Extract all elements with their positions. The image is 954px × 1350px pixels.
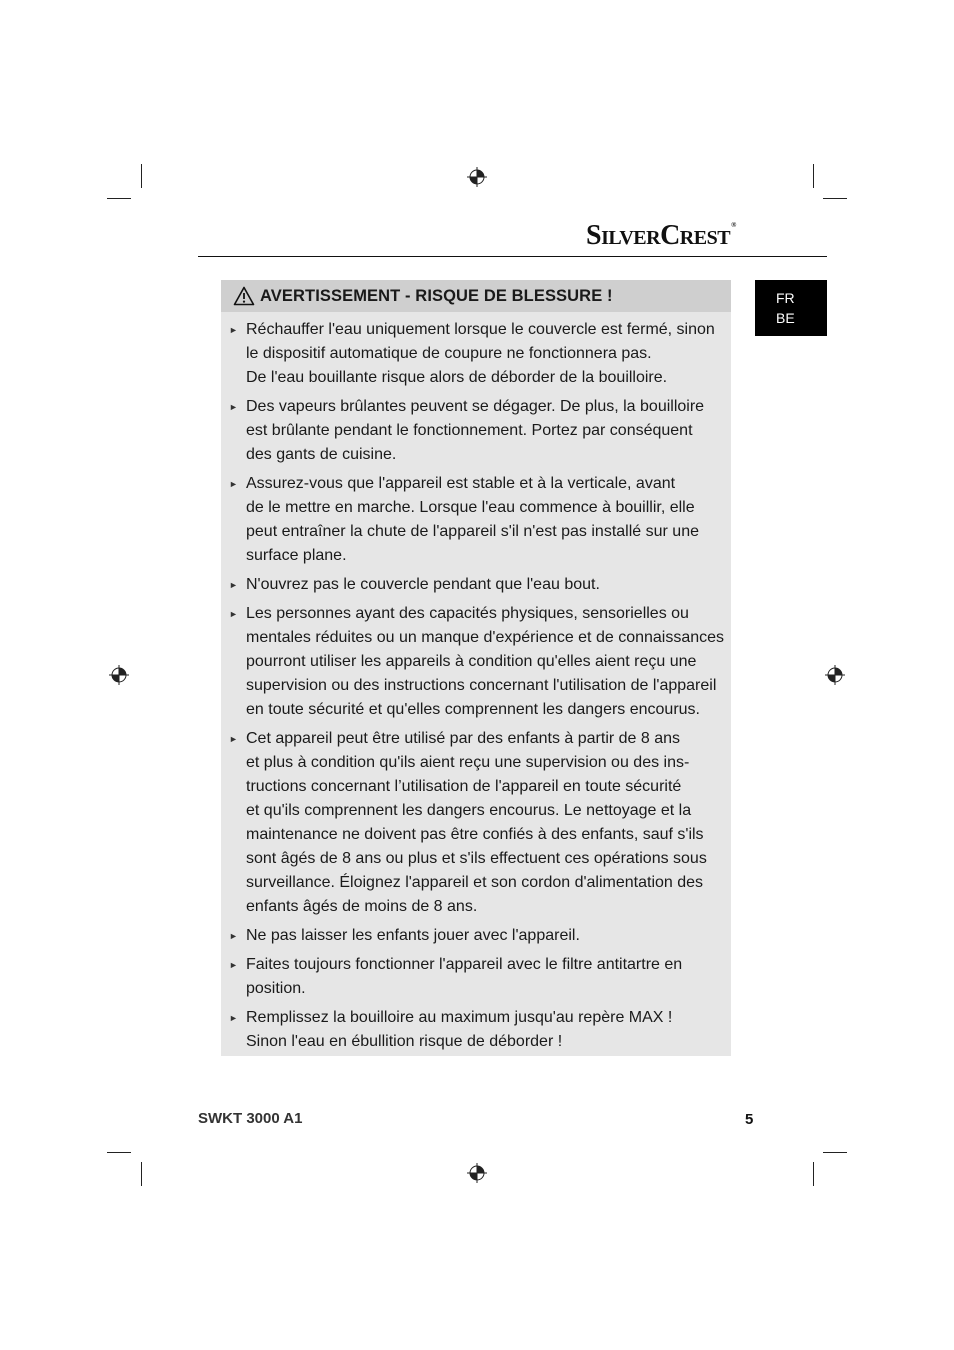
header-rule: [198, 256, 827, 257]
brand-logo: [586, 222, 736, 250]
crop-mark: [107, 1152, 131, 1153]
list-item-text: De l'eau bouillante risque alors de déborder de la bouilloire.: [246, 369, 668, 386]
list-item-text: Réchauffer l'eau uniquement lorsque le couvercle est fermé, sinon: [246, 321, 715, 338]
list-item-text: Des vapeurs brûlantes peuvent se dégager. De plus, la bouilloire: [246, 398, 705, 415]
crop-mark: [141, 1162, 142, 1186]
list-item-text: maintenance ne doivent pas être confiés à des enfants, sauf s'ils: [246, 826, 704, 843]
warning-title: AVERTISSEMENT - RISQUE DE BLESSURE !: [260, 286, 613, 305]
list-item: [221, 472, 731, 568]
list-item-text: des gants de cuisine.: [246, 446, 397, 463]
registered-mark: ®: [731, 221, 736, 229]
crop-mark: [823, 1152, 847, 1153]
warning-header: [221, 280, 731, 312]
list-item-text: Cet appareil peut être utilisé par des enfants à partir de 8 ans: [246, 730, 681, 747]
list-item-text: surface plane.: [246, 547, 347, 564]
list-item: [221, 395, 731, 467]
list-item-text: Les personnes ayant des capacités physiques, sensorielles ou: [246, 605, 689, 622]
bullet-arrow-icon: ►: [229, 402, 238, 412]
registration-mark-icon: [825, 665, 845, 685]
bullet-arrow-icon: ►: [229, 960, 238, 970]
crop-mark: [813, 164, 814, 188]
crop-mark: [813, 1162, 814, 1186]
brand-logo-text: SilverCrest: [586, 220, 731, 251]
warning-triangle-icon: [233, 286, 255, 306]
crop-mark: [107, 198, 131, 199]
registration-mark-icon: [467, 167, 487, 187]
warning-box: [221, 280, 731, 1056]
list-item: [221, 953, 731, 1001]
crop-mark: [141, 164, 142, 188]
registration-mark-icon: [109, 665, 129, 685]
bullet-arrow-icon: ►: [229, 931, 238, 941]
list-item-text: Assurez-vous que l'appareil est stable et à la verticale, avant: [246, 475, 676, 492]
list-item-text: tructions concernant l’utilisation de l'appareil en toute sécurité: [246, 778, 682, 795]
bullet-arrow-icon: ►: [229, 609, 238, 619]
list-item-text: et qu'ils comprennent les dangers encourus. Le nettoyage et la: [246, 802, 692, 819]
bullet-arrow-icon: ►: [229, 580, 238, 590]
list-item-text: le dispositif automatique de coupure ne fonctionnera pas.: [246, 345, 652, 362]
list-item-text: en toute sécurité et qu'elles comprennent les dangers encourus.: [246, 701, 700, 718]
bullet-arrow-icon: ►: [229, 325, 238, 335]
list-item-text: Sinon l'eau en ébullition risque de déborder !: [246, 1033, 563, 1050]
language-code: BE: [776, 310, 795, 326]
list-item-text: mentales réduites ou un manque d'expérience et de connaissances: [246, 629, 725, 646]
bullet-arrow-icon: ►: [229, 1013, 238, 1023]
list-item: [221, 727, 731, 919]
language-code: FR: [776, 290, 795, 306]
list-item: [221, 573, 731, 597]
list-item-text: supervision ou des instructions concernant l'utilisation de l'appareil: [246, 677, 717, 694]
crop-mark: [823, 198, 847, 199]
list-item-text: enfants âgés de moins de 8 ans.: [246, 898, 478, 915]
model-number: SWKT 3000 A1: [198, 1110, 303, 1127]
list-item: [221, 1006, 731, 1054]
list-item-text: position.: [246, 980, 306, 997]
registration-mark-icon: [467, 1163, 487, 1183]
list-item-text: sont âgés de 8 ans ou plus et s'ils effectuent ces opérations sous: [246, 850, 707, 867]
list-item-text: Faites toujours fonctionner l'appareil avec le filtre antitartre en: [246, 956, 683, 973]
list-item-text: pourront utiliser les appareils à condition qu'elles aient reçu une: [246, 653, 697, 670]
list-item-text: Ne pas laisser les enfants jouer avec l'appareil.: [246, 927, 580, 944]
list-item-text: peut entraîner la chute de l'appareil s'il n'est pas installé sur une: [246, 523, 699, 540]
warning-list: [221, 312, 731, 1054]
list-item-text: Remplissez la bouilloire au maximum jusqu'au repère MAX !: [246, 1009, 673, 1026]
language-tab: [755, 280, 827, 336]
bullet-arrow-icon: ►: [229, 734, 238, 744]
list-item: [221, 602, 731, 722]
page-number: 5: [745, 1111, 754, 1128]
list-item-text: de le mettre en marche. Lorsque l'eau commence à bouillir, elle: [246, 499, 695, 516]
list-item-text: est brûlante pendant le fonctionnement. Portez par conséquent: [246, 422, 693, 439]
bullet-arrow-icon: ►: [229, 479, 238, 489]
list-item: [221, 924, 731, 948]
list-item-text: surveillance. Éloignez l'appareil et son cordon d'alimentation des: [246, 874, 704, 891]
list-item-text: et plus à condition qu'ils aient reçu une supervision ou des ins-: [246, 754, 690, 771]
list-item: [221, 318, 731, 390]
list-item-text: N'ouvrez pas le couvercle pendant que l'eau bout.: [246, 576, 600, 593]
